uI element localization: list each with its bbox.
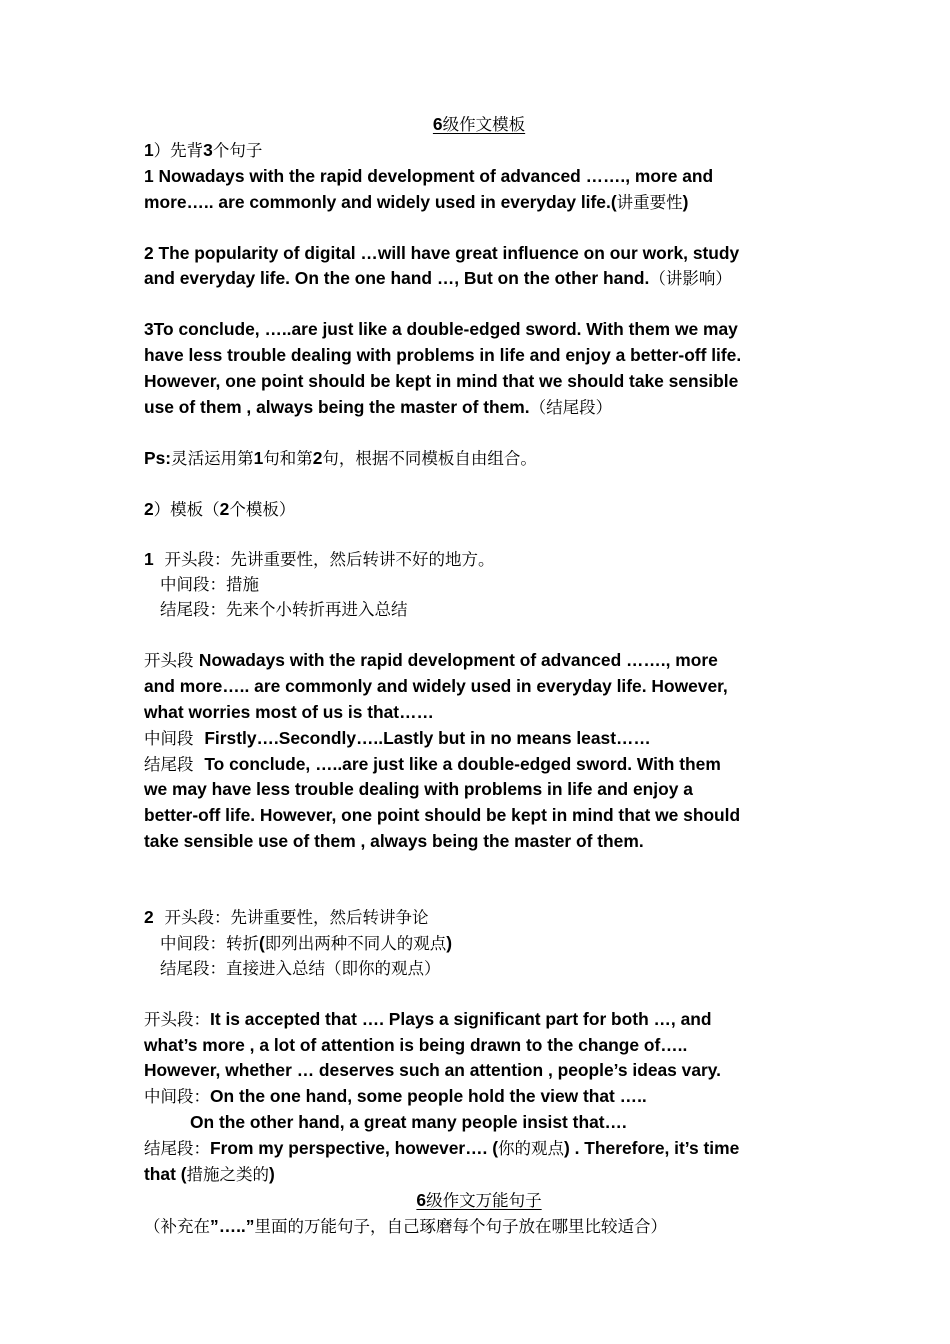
section-1-heading: 1）先背3个句子	[144, 139, 263, 160]
document-page	[144, 112, 814, 1240]
template-2-end-desc: 结尾段：直接进入总结（即你的观点）	[160, 958, 441, 978]
template-1-mid-desc: 中间段：措施	[160, 575, 259, 595]
template-1-opening: 开头段 Nowadays with the rapid development of advanced ……., more and more….. are commonly and widely used in everyday life. However, what worries most of us is that……	[144, 649, 728, 722]
sentence-2: 2 The popularity of digital …will have great influence on our work, study and everyday life. On the one hand …, But on the other hand.（讲影响）	[144, 242, 740, 289]
sentence-1: 1 Nowadays with the rapid development of advanced ……., more and more….. are commonly and widely used in everyday life.(讲重要性)	[144, 165, 714, 212]
template-2-mid-desc: 中间段：转折(即列出两种不同人的观点)	[160, 932, 453, 953]
universal-sentences-title-underlined: 6级作文万能句子	[416, 1189, 542, 1210]
template-1-body	[144, 648, 814, 855]
template-2-outline	[144, 905, 814, 982]
template-2-opening: 开头段：It is accepted that …. Plays a significant part for both …, and what’s more , a lot of attention is being drawn to the change of….. However, whether … deserves such an attention , people’s ideas vary.	[144, 1008, 721, 1081]
template-1-open-desc: 1 开头段：先讲重要性，然后转讲不好的地方。	[144, 549, 495, 570]
template-2-body	[144, 1007, 814, 1188]
template-2-open-desc: 2 开头段：先讲重要性，然后转讲争论	[144, 906, 429, 927]
section-2-heading: 2）模板（2个模板）	[144, 498, 296, 519]
template-1-end-desc: 结尾段：先来个小转折再进入总结	[160, 600, 408, 620]
document-title-underlined: 6级作文模板	[432, 114, 526, 134]
sentence-3: 3To conclude, …..are just like a double-edged sword. With them we may have less trouble dealing with problems in life and enjoy a better-off life. However, one point should be kept in mind that we should take sensible use of them , always being the master of them.（结尾段）	[144, 319, 742, 417]
template-2-middle: 中间段：On the one hand, some people hold the view that …..	[144, 1086, 647, 1107]
ps-note: Ps:灵活运用第1句和第2句，根据不同模板自由组合。	[144, 447, 537, 468]
template-2-middle-b: On the other hand, a great many people insist that….	[190, 1112, 627, 1133]
template-1-ending: 结尾段 To conclude, …..are just like a double-edged sword. With them we may have less trouble dealing with problems in life and enjoy a better-off life. However, one point should be kept in mind that we should take sensible use of them , always being the master of them.	[144, 753, 741, 852]
document-title	[144, 112, 814, 138]
universal-sentences-title	[144, 1188, 814, 1214]
universal-sentences-note: （补充在”…..”里面的万能句子，自己琢磨每个句子放在哪里比较适合）	[144, 1215, 667, 1236]
template-1-middle: 中间段 Firstly….Secondly…..Lastly but in no means least……	[144, 727, 651, 748]
template-1-outline	[144, 547, 814, 623]
template-2-ending: 结尾段：From my perspective, however…. (你的观点) . Therefore, it’s time that (措施之类的)	[144, 1138, 740, 1185]
